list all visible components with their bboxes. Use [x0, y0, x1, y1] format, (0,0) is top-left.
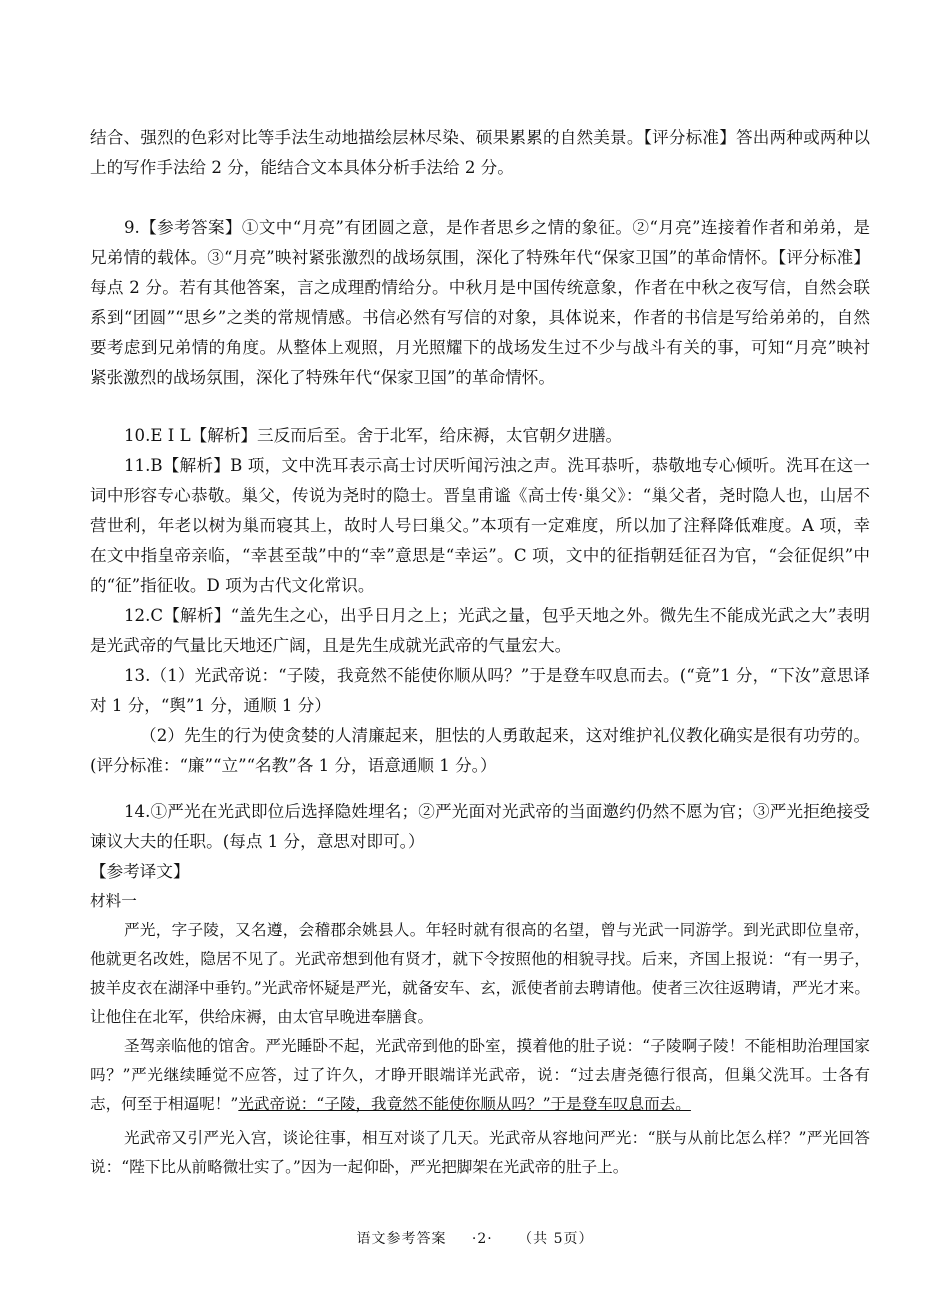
paragraph-q13-part2: （2）先生的行为使贪婪的人清廉起来，胆怯的人勇敢起来，这对维护礼仪教化确实是很有功劳的。(评分标准：“廉”“立”“名教”各 1 分，语意通顺 1 分。） [90, 726, 870, 775]
underlined-key-sentence: 光武帝说：“子陵，我竟然不能使你顺从吗？”于是登车叹息而去。 [238, 1095, 691, 1113]
translation-paragraph-2 [90, 1032, 870, 1119]
footer-total-pages: （共 5页） [518, 1231, 594, 1247]
translation-paragraph-3: 光武帝又引严光入宫，谈论往事，相互对谈了几天。光武帝从容地问严光：“朕与从前比怎么样？”严光回答说：“陛下比从前略微壮实了。”因为一起仰卧，严光把脚架在光武帝的肚子上。 [90, 1129, 870, 1176]
material-one-heading: 材料一 [90, 892, 137, 910]
paragraph-q8-continued: 结合、强烈的色彩对比等手法生动地描绘层林尽染、硕果累累的自然美景。【评分标准】答出两种或两种以上的写作手法给 2 分，能结合文本具体分析手法给 2 分。 [90, 128, 870, 177]
reference-translation-heading: 【参考译文】 [90, 862, 190, 881]
paragraph-q9: 9.【参考答案】①文中“月亮”有团圆之意，是作者思乡之情的象征。②“月亮”连接着作者和弟弟，是兄弟情的载体。③“月亮”映衬紧张激烈的战场氛围，深化了特殊年代“保家卫国”的革命情怀。【评分标准】每点 2 分。若有其他答案，言之成理酌情给分。中秋月是中国传统意象，作者在中秋之夜写信，自然会联系到“团圆”“思乡”之类的常规情感。书信必然有写信的对象，具体说来，作者的书信是写给弟弟的，自然要考虑到兄弟情的角度。从整体上观照，月光照耀下的战场发生过不少与战斗有关的事，可知“月亮”映衬紧张激烈的战场氛围，深化了特殊年代“保家卫国”的革命情怀。 [90, 218, 870, 387]
paragraph-q12: 12.C【解析】“盖先生之心，出乎日月之上；光武之量，包乎天地之外。微先生不能成光武之大”表明是光武帝的气量比天地还广阔，且是先生成就光武帝的气量宏大。 [90, 606, 870, 655]
paragraph-q14: 14.①严光在光武即位后选择隐姓埋名；②严光面对光武帝的当面邀约仍然不愿为官；③严光拒绝接受谏议大夫的任职。(每点 1 分，意思对即可。） [90, 802, 870, 851]
paragraph-q11: 11.B【解析】B 项，文中洗耳表示高士讨厌听闻污浊之声。洗耳恭听，恭敬地专心倾听。洗耳在这一词中形容专心恭敬。巢父，传说为尧时的隐士。晋皇甫谧《高士传·巢父》：“巢父者，尧时隐人也，山居不营世利，年老以树为巢而寝其上，故时人号曰巢父。”本项有一定难度，所以加了注释降低难度。A 项，幸在文中指皇帝亲临，“幸甚至哉”中的“幸”意思是“幸运”。C 项，文中的征指朝廷征召为官，“会征促织”中的“征”指征收。D 项为古代文化常识。 [90, 456, 870, 595]
footer-subject: 语文参考答案 [356, 1231, 447, 1247]
translation-paragraph-2-text: 圣驾亲临他的馆舍。严光睡卧不起，光武帝到他的卧室，摸着他的肚子说：“子陵啊子陵！不能相助治理国家吗？”严光继续睡觉不应答，过了许久，才睁开眼端详光武帝，说：“过去唐尧德行很高，但巢父洗耳。士各有志，何至于相逼呢！” [90, 1037, 870, 1113]
paragraph-q10: 10.E I L【解析】三反而后至。舍于北军，给床褥，太官朝夕进膳。 [124, 426, 623, 445]
page-footer [0, 1228, 950, 1248]
paragraph-q13-part1: 13.（1）光武帝说：“子陵，我竟然不能使你顺从吗？”于是登车叹息而去。(“竟”1 分，“下汝”意思译对 1 分，“舆”1 分，通顺 1 分） [90, 666, 870, 715]
footer-page-number: ·2· [471, 1231, 493, 1247]
translation-paragraph-1: 严光，字子陵，又名遵，会稽郡余姚县人。年轻时就有很高的名望，曾与光武一同游学。到光武即位皇帝，他就更名改姓，隐居不见了。光武帝想到他有贤才，就下令按照他的相貌寻找。后来，齐国上报说：“有一男子，披羊皮衣在湖泽中垂钓。”光武帝怀疑是严光，就备安车、玄，派使者前去聘请他。使者三次往返聘请，严光才来。让他住在北军，供给床褥，由太官早晚进奉膳食。 [90, 921, 870, 1026]
